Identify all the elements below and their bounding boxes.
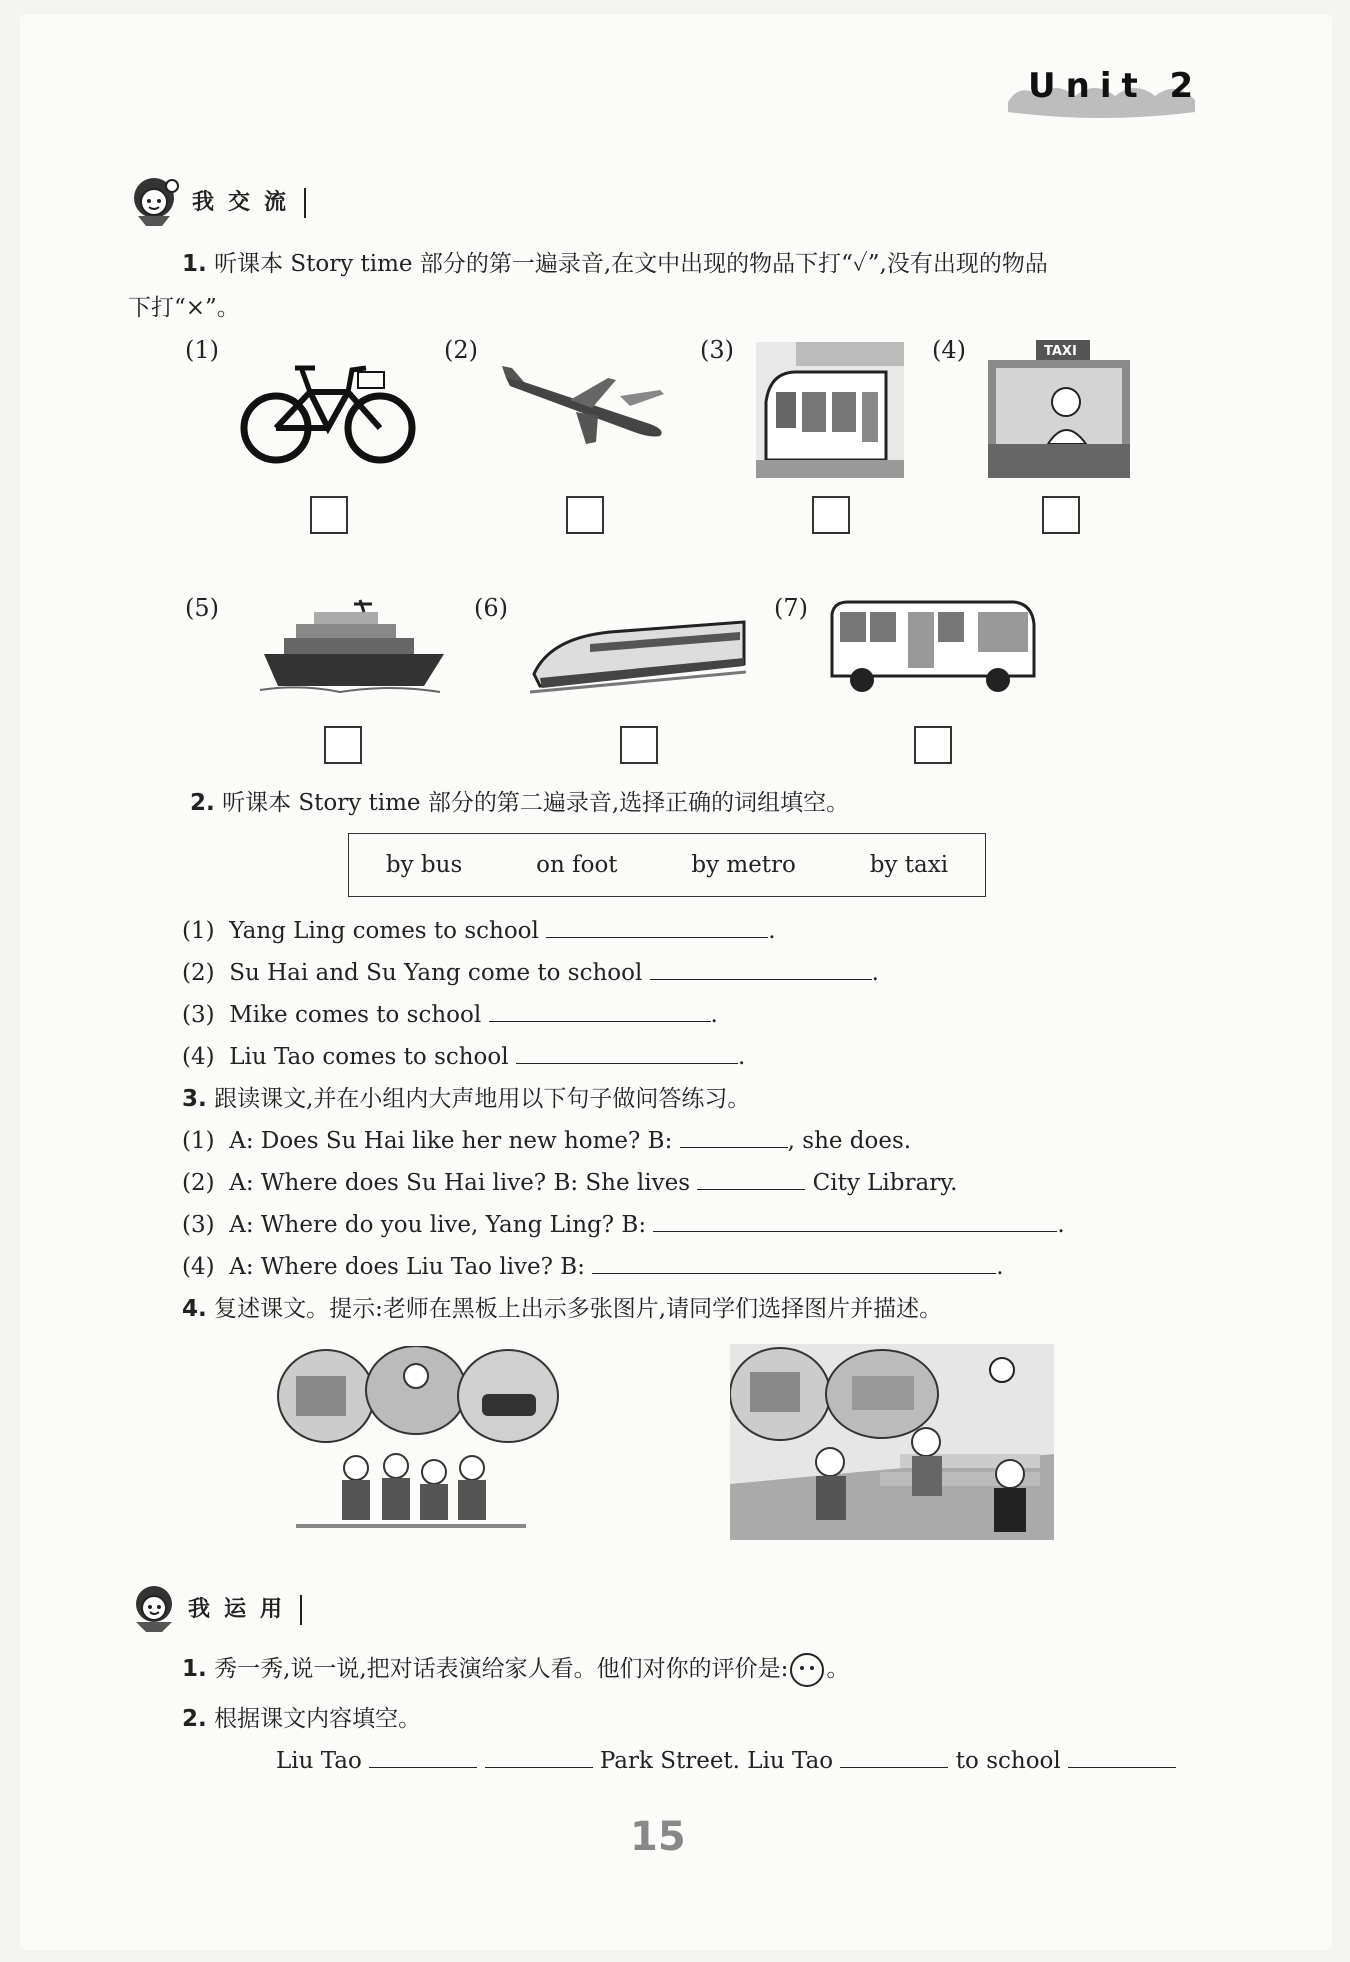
answer-checkbox[interactable]	[914, 726, 952, 764]
ship-icon	[260, 598, 444, 698]
phrase-option: by taxi	[869, 852, 949, 878]
apply-q2-sentence: Liu Tao Park Street. Liu Tao to school	[276, 1744, 1176, 1778]
q2-item: (3) Mike comes to school .	[182, 998, 718, 1032]
q2-item: (2) Su Hai and Su Yang come to school .	[182, 956, 879, 990]
section-header-apply	[128, 1584, 302, 1636]
answer-blank[interactable]	[680, 1125, 788, 1148]
answer-blank[interactable]	[840, 1745, 948, 1768]
item-label: (7)	[774, 594, 808, 622]
airplane-icon	[500, 366, 672, 448]
answer-blank[interactable]	[369, 1745, 477, 1768]
girl-mascot-icon	[128, 1584, 182, 1636]
phrase-bank	[348, 833, 986, 897]
answer-checkbox[interactable]	[310, 496, 348, 534]
phrase-option: by metro	[691, 852, 796, 878]
q2-item: (4) Liu Tao comes to school .	[182, 1040, 745, 1074]
answer-blank[interactable]	[546, 915, 768, 938]
q3-item: (1) A: Does Su Hai like her new home? B: , she does.	[182, 1124, 911, 1158]
item-label: (5)	[185, 594, 219, 622]
answer-blank[interactable]	[516, 1041, 738, 1064]
high-speed-train-icon	[530, 608, 746, 696]
q1-line2: 下打“×”。	[128, 295, 240, 321]
answer-checkbox[interactable]	[812, 496, 850, 534]
answer-checkbox[interactable]	[1042, 496, 1080, 534]
section-header-communicate	[128, 176, 306, 230]
item-label: (2)	[444, 336, 478, 364]
smiley-face-icon	[790, 1653, 824, 1687]
girl-mascot-icon	[128, 176, 186, 230]
answer-blank[interactable]	[1068, 1745, 1176, 1768]
item-label: (1)	[185, 336, 219, 364]
page-number: 15	[630, 1814, 686, 1860]
bicycle-icon	[240, 350, 416, 468]
answer-checkbox[interactable]	[324, 726, 362, 764]
answer-blank[interactable]	[650, 957, 872, 980]
q1-line1: 1. 听课本 Story time 部分的第一遍录音,在文中出现的物品下打“✓”,没有出现的物品	[182, 251, 1048, 277]
unit-label: Unit 2	[1028, 66, 1204, 106]
section-title: 我交流	[192, 188, 306, 218]
item-label: (4)	[932, 336, 966, 364]
q2-instruction: 2. 听课本 Story time 部分的第二遍录音,选择正确的词组填空。	[190, 790, 850, 816]
answer-blank[interactable]	[697, 1167, 805, 1190]
q3-item: (3) A: Where do you live, Yang Ling? B: .	[182, 1208, 1065, 1242]
phrase-option: on foot	[536, 852, 618, 878]
answer-blank[interactable]	[485, 1745, 593, 1768]
answer-blank[interactable]	[489, 999, 711, 1022]
answer-blank[interactable]	[592, 1251, 996, 1274]
item-label: (3)	[700, 336, 734, 364]
answer-checkbox[interactable]	[620, 726, 658, 764]
phrase-option: by bus	[385, 852, 463, 878]
apply-q1: 1. 秀一秀,说一说,把对话表演给家人看。他们对你的评价是: 。	[182, 1652, 849, 1687]
taxi-driver-icon	[988, 340, 1130, 478]
answer-checkbox[interactable]	[566, 496, 604, 534]
q4-instruction: 4. 复述课文。提示:老师在黑板上出示多张图片,请同学们选择图片并描述。	[182, 1296, 943, 1322]
metro-train-icon	[756, 342, 904, 478]
svg-text:TAXI: TAXI	[1044, 344, 1077, 359]
bus-icon	[828, 596, 1038, 696]
q3-item: (4) A: Where does Liu Tao live? B: .	[182, 1250, 1004, 1284]
story-illustration-friends-thinking	[276, 1346, 566, 1536]
item-label: (6)	[474, 594, 508, 622]
answer-blank[interactable]	[653, 1209, 1057, 1232]
section-title: 我运用	[188, 1595, 302, 1625]
q3-item: (2) A: Where does Su Hai live? B: She lives City Library.	[182, 1166, 957, 1200]
apply-q2: 2. 根据课文内容填空。	[182, 1706, 422, 1732]
q3-instruction: 3. 跟读课文,并在小组内大声地用以下句子做问答练习。	[182, 1086, 751, 1112]
story-illustration-school-scene	[730, 1344, 1054, 1540]
q2-item: (1) Yang Ling comes to school .	[182, 914, 776, 948]
